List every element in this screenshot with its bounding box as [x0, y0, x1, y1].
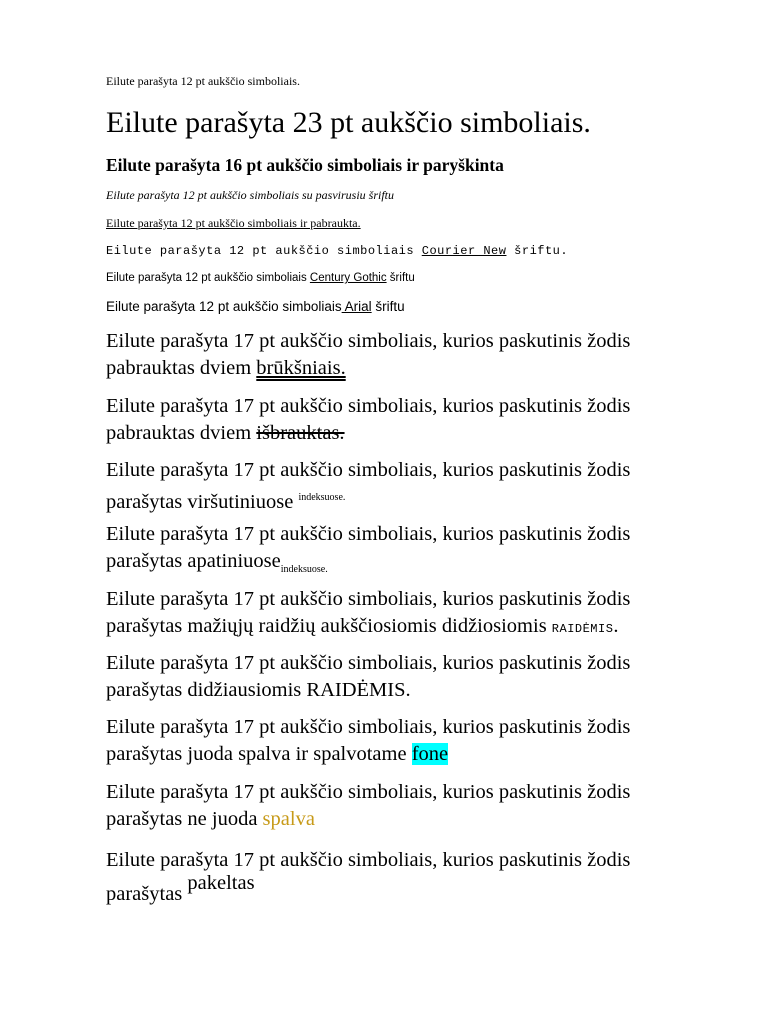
arial-label: Arial — [341, 299, 372, 314]
paragraph-raised — [106, 843, 726, 911]
paragraph-superscript — [106, 457, 726, 516]
paragraph-text: Eilute parašyta 17 pt aukščio simboliais, kurios paskutinis žodis — [106, 523, 631, 545]
line-arial-suffix: šriftu — [371, 299, 405, 314]
courier-new-label: Courier New — [421, 244, 507, 258]
line-arial — [106, 299, 405, 314]
paragraph-text: pabrauktas dviem — [106, 357, 257, 379]
century-gothic-label: Century Gothic — [309, 272, 387, 284]
line-12pt: Eilute parašyta 12 pt aukščio simboliais. — [106, 74, 300, 88]
line-underlined: Eilute parašyta 12 pt aukščio simboliais ir pabraukta. — [106, 216, 361, 230]
paragraph-strikethrough — [106, 393, 726, 447]
paragraph-text: pabrauktas dviem — [106, 422, 257, 444]
paragraph-text: parašytas juoda spalva ir spalvotame — [106, 743, 412, 765]
line-arial-text: Eilute parašyta 12 pt aukščio simboliais — [106, 299, 342, 314]
paragraph-text: parašytas didžiausiomis RAIDĖMIS. — [106, 679, 411, 701]
line-century-text: Eilute parašyta 12 pt aukščio simboliais — [106, 272, 310, 284]
paragraph-text: parašytas mažiųjų raidžių aukščiosiomis didžiosiomis — [106, 615, 552, 637]
strikethrough-word: išbrauktas. — [256, 422, 345, 444]
paragraph-text: Eilute parašyta 17 pt aukščio simboliais, kurios paskutinis žodis — [106, 459, 631, 481]
paragraph-text: parašytas — [106, 883, 188, 905]
line-italic: Eilute parašyta 12 pt aukščio simboliais su pasvirusiu šriftu — [106, 188, 395, 202]
paragraph-text: Eilute parašyta 17 pt aukščio simboliais, kurios paskutinis žodis — [106, 588, 631, 610]
line-courier-text: Eilute parašyta 12 pt aukščio simboliais — [106, 244, 422, 258]
paragraph-subscript — [106, 521, 726, 583]
raised-word: pakeltas — [187, 872, 255, 894]
paragraph-double-underline — [106, 328, 726, 382]
highlighted-word: fone — [411, 743, 449, 765]
paragraph-small-caps — [106, 586, 726, 642]
paragraph-highlight — [106, 714, 726, 768]
line-century-suffix: šriftu — [386, 272, 415, 284]
line-courier — [106, 244, 568, 258]
paragraph-text: Eilute parašyta 17 pt aukščio simboliais, kurios paskutinis žodis — [106, 652, 631, 674]
superscript-word: indeksuose. — [298, 492, 346, 503]
line-courier-suffix: šriftu. — [506, 244, 569, 258]
paragraph-text: parašytas viršutiniuose — [106, 490, 299, 513]
paragraph-text: parašytas apatiniuose — [106, 550, 281, 572]
paragraph-text: Eilute parašyta 17 pt aukščio simboliais, kurios paskutinis žodis — [106, 330, 631, 352]
paragraph-text: Eilute parašyta 17 pt aukščio simboliais, kurios paskutinis žodis — [106, 395, 631, 417]
colored-word: spalva — [262, 808, 315, 830]
paragraph-text: . — [613, 615, 619, 637]
paragraph-text: Eilute parašyta 17 pt aukščio simboliais, kurios paskutinis žodis — [106, 716, 631, 738]
paragraph-colored — [106, 779, 726, 833]
line-23pt: Eilute parašyta 23 pt aukščio simboliais. — [106, 106, 591, 139]
paragraph-all-caps — [106, 650, 726, 704]
subscript-word: indeksuose. — [280, 564, 328, 576]
line-16pt-bold: Eilute parašyta 16 pt aukščio simboliais ir paryškinta — [106, 155, 504, 175]
paragraph-text: Eilute parašyta 17 pt aukščio simboliais, kurios paskutinis žodis — [106, 781, 631, 803]
small-caps-word: raidėmis — [551, 619, 614, 638]
paragraph-text: parašytas ne juoda — [106, 808, 263, 830]
paragraph-text: Eilute parašyta 17 pt aukščio simboliais, kurios paskutinis žodis — [106, 849, 631, 871]
line-century-gothic — [106, 272, 415, 284]
double-underlined-word: brūkšniais. — [256, 357, 346, 379]
